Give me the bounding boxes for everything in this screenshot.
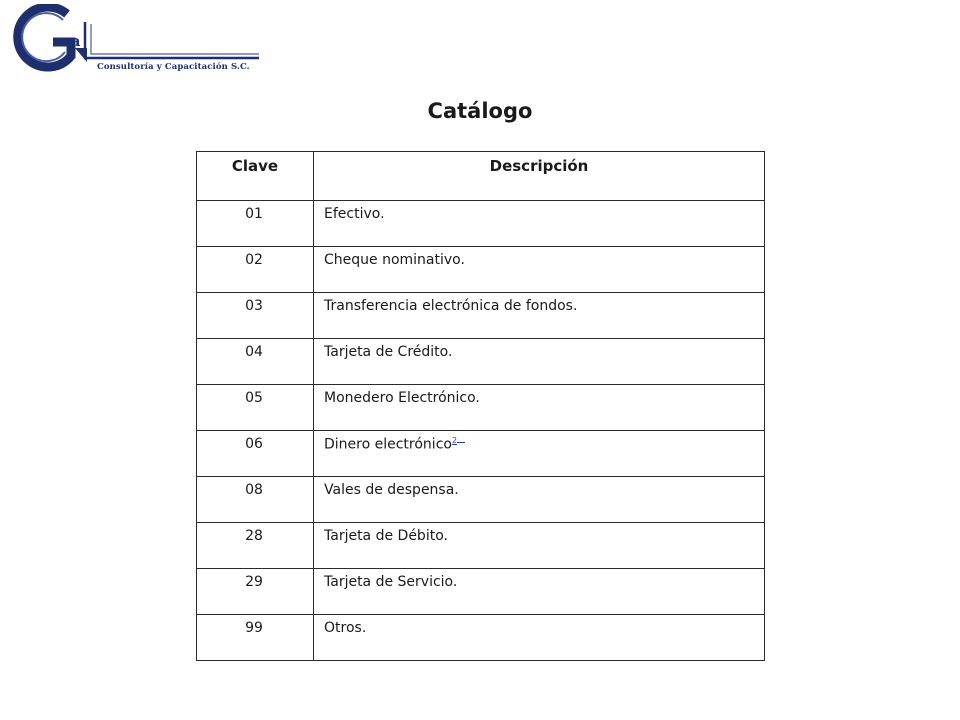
- table-row: [197, 523, 765, 569]
- descripcion-text: Otros.: [324, 620, 367, 636]
- table-header-row: [197, 152, 765, 201]
- cell-descripcion: [314, 385, 765, 431]
- logo-company-name: Consultoría y Capacitación S.C.: [97, 62, 250, 72]
- descripcion-text: Efectivo.: [324, 206, 385, 222]
- cell-clave: 01: [197, 201, 314, 247]
- table-row: [197, 293, 765, 339]
- cell-descripcion: [314, 569, 765, 615]
- company-logo: [5, 4, 265, 78]
- cell-clave: 99: [197, 615, 314, 661]
- cell-descripcion: [314, 293, 765, 339]
- cell-clave: 04: [197, 339, 314, 385]
- descripcion-text: Tarjeta de Crédito.: [324, 344, 453, 360]
- page-title: Catálogo: [427, 99, 533, 123]
- table-row: [197, 431, 765, 477]
- cell-descripcion: [314, 201, 765, 247]
- descripcion-text: Vales de despensa.: [324, 482, 459, 498]
- table-row: [197, 477, 765, 523]
- cell-clave: 06: [197, 431, 314, 477]
- table-body: [197, 201, 765, 661]
- descripcion-text: Tarjeta de Servicio.: [324, 574, 458, 590]
- table-row: [197, 385, 765, 431]
- descripcion-text: Transferencia electrónica de fondos.: [324, 298, 578, 314]
- table-row: [197, 247, 765, 293]
- cell-clave: 08: [197, 477, 314, 523]
- table-row: [197, 615, 765, 661]
- cell-descripcion: [314, 247, 765, 293]
- cell-descripcion: [314, 339, 765, 385]
- logo-letters: va: [62, 32, 81, 50]
- catalog-table: [196, 151, 765, 661]
- cell-clave: 29: [197, 569, 314, 615]
- cell-clave: 28: [197, 523, 314, 569]
- cell-clave: 05: [197, 385, 314, 431]
- descripcion-text: Cheque nominativo.: [324, 252, 465, 268]
- table-row: [197, 201, 765, 247]
- cell-clave: 03: [197, 293, 314, 339]
- footnote-link[interactable]: 2: [452, 436, 465, 445]
- cell-descripcion: [314, 523, 765, 569]
- descripcion-text: Tarjeta de Débito.: [324, 528, 448, 544]
- descripcion-text: Monedero Electrónico.: [324, 390, 480, 406]
- descripcion-text: Dinero electrónico: [324, 436, 452, 453]
- header-descripcion: Descripción: [314, 152, 765, 201]
- cell-descripcion: [314, 431, 765, 477]
- cell-descripcion: [314, 615, 765, 661]
- cell-descripcion: [314, 477, 765, 523]
- table-row: [197, 569, 765, 615]
- cell-clave: 02: [197, 247, 314, 293]
- table-row: [197, 339, 765, 385]
- header-clave: Clave: [197, 152, 314, 201]
